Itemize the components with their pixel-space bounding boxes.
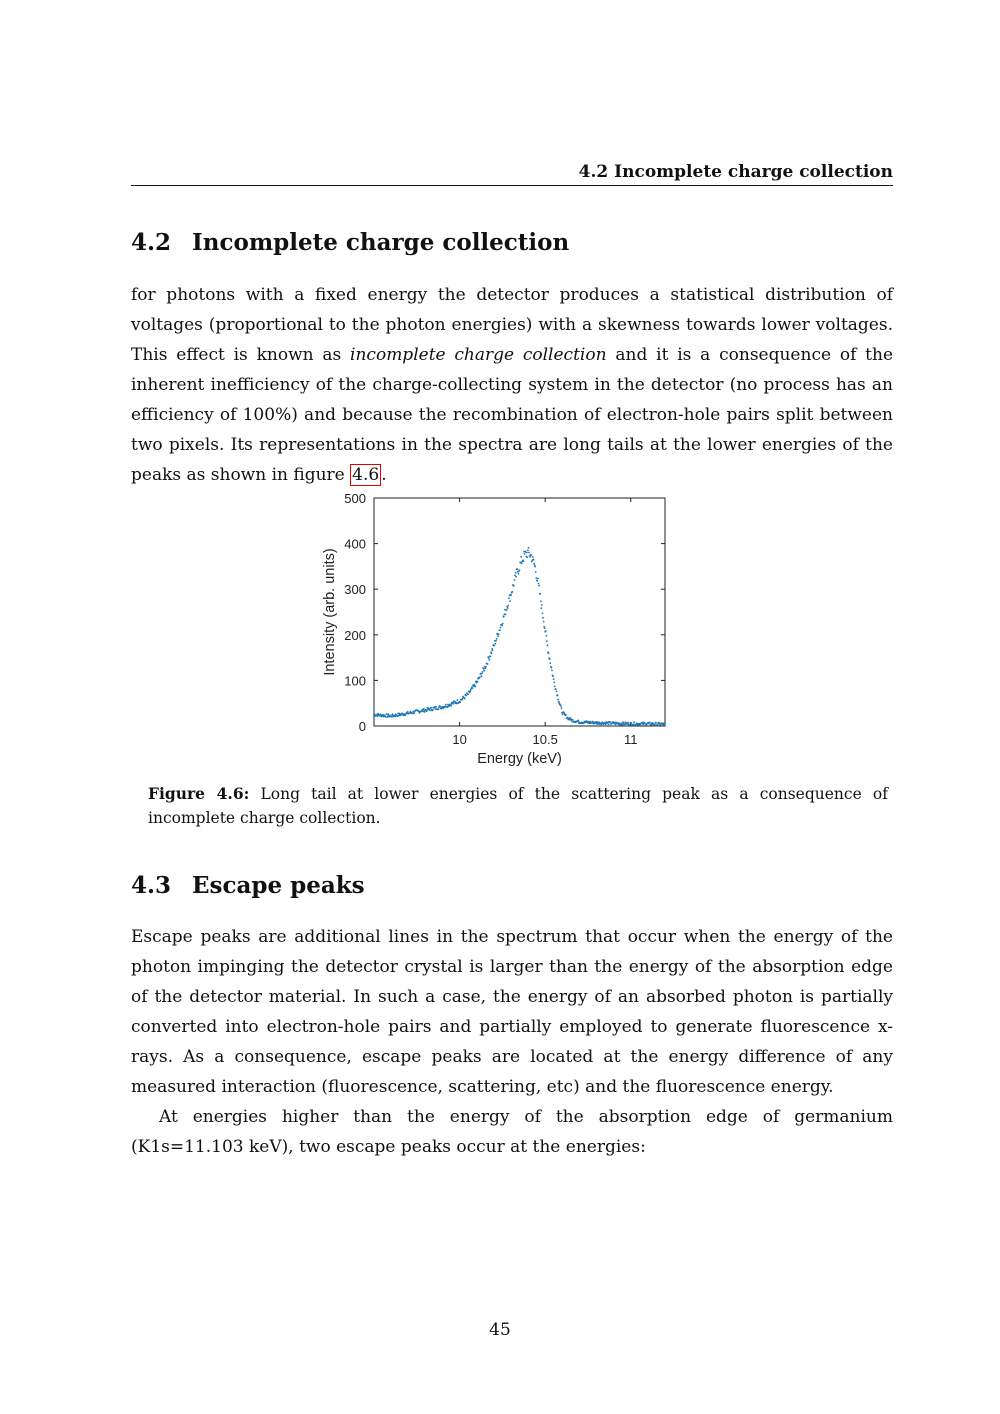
- data-point: [479, 676, 481, 678]
- caption-label: Figure 4.6:: [148, 784, 250, 803]
- figure-4-6-chart: [310, 490, 680, 770]
- data-point: [548, 652, 550, 654]
- paragraph-text: for photons with a fixed energy the detector produces a statistical distribution of voltages (proportional to the photon energies) with a skewness towards lower voltages. This effect is known as: [131, 285, 893, 365]
- data-point: [509, 600, 511, 602]
- y-tick-label: 400: [344, 536, 366, 552]
- data-point: [528, 547, 530, 549]
- data-point: [553, 681, 555, 683]
- data-point: [511, 591, 513, 593]
- paragraph-escape-peaks: Escape peaks are additional lines in the spectrum that occur when the energy of the photon impinging the detector crystal is larger than the energy of the absorption edge of the detector material. In such a case, the energy of an absorbed photon is partially converted into electron-hole pairs and partially employed to generate fluorescence x-rays. As a consequence, escape peaks are located at the energy difference of any measured interaction (fluorescence, scattering, etc) and the fluorescence energy.: [131, 927, 893, 1097]
- data-point: [510, 594, 512, 596]
- data-point: [551, 667, 553, 669]
- data-point: [528, 552, 530, 554]
- section-number: 4.3: [131, 872, 172, 899]
- figure-caption: [148, 782, 888, 830]
- plot-frame: [374, 498, 665, 726]
- data-point: [377, 715, 379, 717]
- caption-text: Long tail at lower energies of the scattering peak as a consequence of incomplete charge collection.: [148, 785, 888, 827]
- data-point: [487, 663, 489, 665]
- data-point: [505, 614, 507, 616]
- data-point: [412, 711, 414, 713]
- paragraph-incomplete-charge: [131, 280, 893, 490]
- data-point: [529, 556, 531, 558]
- data-point: [527, 550, 529, 552]
- data-point: [516, 568, 518, 570]
- data-point: [430, 707, 432, 709]
- data-point: [481, 675, 483, 677]
- data-point: [542, 613, 544, 615]
- data-point: [523, 560, 525, 562]
- data-point: [493, 645, 495, 647]
- data-point: [562, 713, 564, 715]
- data-point: [492, 649, 494, 651]
- section-number: 4.2: [131, 229, 172, 256]
- y-tick-label: 300: [344, 582, 366, 598]
- data-point: [537, 580, 539, 582]
- data-point: [565, 714, 567, 716]
- italic-term: incomplete charge collection: [350, 345, 607, 365]
- figure-reference-link[interactable]: 4.6: [352, 465, 380, 485]
- y-tick-label: 0: [358, 719, 366, 734]
- x-tick-label: 11: [624, 732, 638, 747]
- data-point: [547, 644, 549, 646]
- data-point: [655, 722, 657, 724]
- data-point: [546, 640, 548, 642]
- data-point: [533, 563, 535, 565]
- data-point: [481, 673, 483, 675]
- data-point: [457, 699, 459, 701]
- data-point: [515, 576, 517, 578]
- data-point: [423, 708, 425, 710]
- data-point: [472, 687, 474, 689]
- data-point: [501, 625, 503, 627]
- data-point: [514, 579, 516, 581]
- data-point: [664, 722, 666, 724]
- data-point: [474, 686, 476, 688]
- data-point: [526, 552, 528, 554]
- data-point: [503, 616, 505, 618]
- section-heading-4-2: [131, 229, 569, 256]
- data-point: [535, 571, 537, 573]
- section-title: Escape peaks: [192, 872, 365, 899]
- data-point: [544, 627, 546, 629]
- page-number: 45: [489, 1320, 511, 1340]
- data-point: [560, 705, 562, 707]
- data-point: [388, 713, 390, 715]
- data-point: [483, 668, 485, 670]
- data-point: [649, 722, 651, 724]
- data-point: [507, 607, 509, 609]
- data-point: [488, 659, 490, 661]
- data-point: [519, 569, 521, 571]
- data-point: [530, 555, 532, 557]
- data-point: [556, 691, 558, 693]
- data-point: [464, 698, 466, 700]
- data-point: [500, 627, 502, 629]
- data-point: [557, 699, 559, 701]
- data-point: [549, 658, 551, 660]
- data-point: [542, 617, 544, 619]
- y-tick-label: 200: [344, 627, 366, 643]
- data-point: [515, 572, 517, 574]
- data-point: [537, 578, 539, 580]
- data-point: [540, 607, 542, 609]
- data-point: [488, 657, 490, 659]
- data-point: [438, 709, 440, 711]
- data-point: [633, 721, 635, 723]
- data-point: [551, 670, 553, 672]
- data-point: [483, 670, 485, 672]
- data-point: [545, 630, 547, 632]
- data-point: [490, 656, 492, 658]
- x-tick-label: 10: [452, 732, 467, 747]
- data-point: [554, 686, 556, 688]
- data-point: [506, 609, 508, 611]
- data-point: [407, 711, 409, 713]
- data-point: [385, 716, 387, 718]
- data-point: [520, 556, 522, 558]
- data-point: [534, 566, 536, 568]
- data-point: [533, 559, 535, 561]
- data-point: [549, 662, 551, 664]
- data-point: [465, 695, 467, 697]
- data-point: [532, 556, 534, 558]
- data-point: [555, 688, 557, 690]
- data-point: [538, 585, 540, 587]
- data-point: [640, 724, 642, 726]
- data-point: [654, 724, 656, 726]
- data-point: [432, 709, 434, 711]
- paragraph-germanium: At energies higher than the energy of the absorption edge of germanium (K1s=11.103 keV), two escape peaks occur at the energies:: [131, 1107, 893, 1157]
- data-point: [467, 694, 469, 696]
- running-head: 4.2 Incomplete charge collection: [578, 162, 893, 182]
- header-rule: [131, 185, 893, 186]
- data-point: [538, 583, 540, 585]
- data-point: [629, 724, 631, 726]
- paragraph-text: .: [381, 465, 387, 485]
- data-point: [541, 604, 543, 606]
- data-point: [426, 710, 428, 712]
- data-point: [622, 724, 624, 726]
- data-point: [539, 593, 541, 595]
- y-axis-label: Intensity (arb. units): [322, 548, 338, 676]
- x-axis-label: Energy (keV): [477, 751, 562, 767]
- paragraph-text: and it is a consequence of the inherent inefficiency of the charge-collecting system in the detector (no process has an efficiency of 100%) and because the recombination of electron-hole pairs split between two pixels. Its representations in the spectra are long tails at the lower energies of the peaks as shown in figure: [131, 345, 894, 485]
- data-point: [543, 621, 545, 623]
- data-point: [495, 643, 497, 645]
- data-point: [507, 605, 509, 607]
- data-point: [608, 723, 610, 725]
- data-point: [627, 722, 629, 724]
- data-point: [518, 573, 520, 575]
- data-point: [435, 706, 437, 708]
- data-point: [496, 638, 498, 640]
- data-point: [577, 720, 579, 722]
- data-point: [540, 601, 542, 603]
- data-point: [453, 703, 455, 705]
- data-point: [459, 701, 461, 703]
- data-point: [392, 713, 394, 715]
- data-point: [482, 671, 484, 673]
- data-point: [521, 562, 523, 564]
- y-tick-label: 100: [344, 673, 366, 689]
- data-point: [477, 681, 479, 683]
- section-title: Incomplete charge collection: [192, 229, 570, 256]
- data-point: [386, 713, 388, 715]
- data-point: [524, 553, 526, 555]
- data-point: [499, 629, 501, 631]
- data-point: [631, 722, 633, 724]
- data-point: [535, 577, 537, 579]
- data-point: [553, 678, 555, 680]
- data-point: [502, 623, 504, 625]
- data-point: [449, 705, 451, 707]
- data-point: [497, 635, 499, 637]
- data-point: [491, 653, 493, 655]
- data-point: [498, 633, 500, 635]
- data-point: [508, 597, 510, 599]
- data-point: [413, 712, 415, 714]
- data-point: [609, 721, 611, 723]
- section-heading-4-3: [131, 872, 365, 899]
- data-point: [429, 710, 431, 712]
- data-point: [526, 557, 528, 559]
- x-tick-label: 10.5: [532, 732, 558, 747]
- data-point: [644, 722, 646, 724]
- data-point: [546, 635, 548, 637]
- data-point: [469, 690, 471, 692]
- y-tick-label: 500: [344, 491, 366, 506]
- data-point: [572, 719, 574, 721]
- data-point: [495, 640, 497, 642]
- data-point: [557, 694, 559, 696]
- data-point: [485, 666, 487, 668]
- data-point: [552, 676, 554, 678]
- data-point: [445, 704, 447, 706]
- data-point: [513, 585, 515, 587]
- data-point: [561, 707, 563, 709]
- data-point: [450, 705, 452, 707]
